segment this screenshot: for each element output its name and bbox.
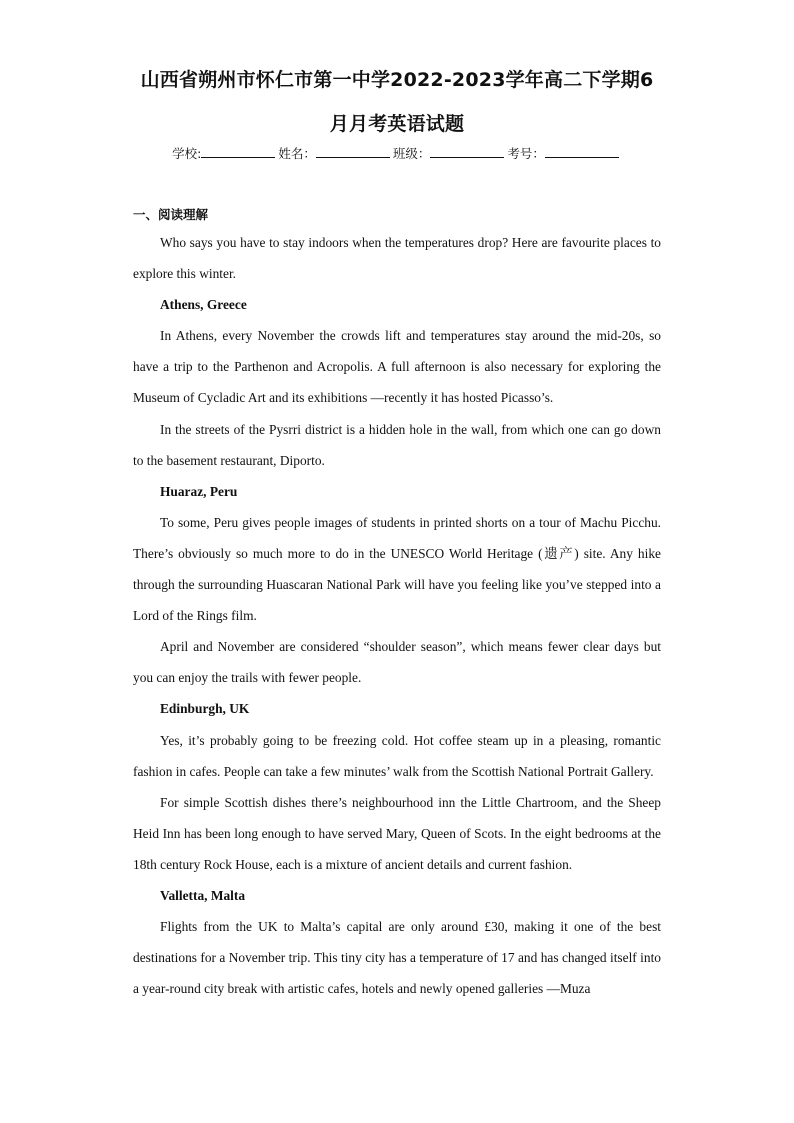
reading-passage bbox=[133, 227, 661, 1004]
exam-number-label: 考号： bbox=[507, 146, 545, 161]
place-heading: Edinburgh, UK bbox=[160, 701, 250, 717]
exam-number-blank[interactable] bbox=[545, 145, 619, 158]
place-heading: Valletta, Malta bbox=[160, 887, 246, 903]
class-blank[interactable] bbox=[430, 145, 504, 158]
student-info-row bbox=[0, 145, 794, 163]
school-label: 学校: bbox=[172, 146, 202, 161]
place-heading: Athens, Greece bbox=[160, 297, 247, 313]
passage-paragraph: April and November are considered “shoulder season”, which means fewer clear days but you can enjoy the trails with fewer people. bbox=[133, 639, 661, 686]
class-label: 班级： bbox=[392, 146, 431, 161]
passage-paragraph: To some, Peru gives people images of students in printed shorts on a tour of Machu Picchu. There’s obviously so much more to do in the UNESCO World Heritage (遗产) site. Any hike through the surrounding Huascaran National Park will have you feeling like you’ve stepped into a Lord of the Rings film. bbox=[133, 514, 661, 624]
passage-paragraph: Who says you have to stay indoors when the temperatures drop? Here are favourite places to explore this winter. bbox=[133, 235, 661, 282]
name-blank[interactable] bbox=[316, 145, 390, 158]
name-label: 姓名： bbox=[278, 146, 316, 161]
passage-paragraph: In Athens, every November the crowds lift and temperatures stay around the mid-20s, so have a trip to the Parthenon and Acropolis. A full afternoon is also necessary for exploring the Museum of Cycladic Art and its exhibitions —recently it has hosted Picasso’s. bbox=[133, 328, 661, 406]
school-blank[interactable] bbox=[201, 145, 275, 158]
section-title: 一、阅读理解 bbox=[133, 207, 209, 222]
passage-paragraph: In the streets of the Pysrri district is a hidden hole in the wall, from which one can go down to the basement restaurant, Diporto. bbox=[133, 421, 661, 468]
passage-paragraph: For simple Scottish dishes there’s neighbourhood inn the Little Chartroom, and the Sheep Heid Inn has been long enough to have served Mary, Queen of Scots. In the eight bedrooms at the 18th century Rock House, each is a mixture of ancient details and current fashion. bbox=[133, 794, 661, 872]
passage-paragraph: Yes, it’s probably going to be freezing cold. Hot coffee steam up in a pleasing, romantic fashion in cafes. People can take a few minutes’ walk from the Scottish National Portrait Gallery. bbox=[133, 732, 661, 779]
place-heading: Huaraz, Peru bbox=[160, 483, 238, 499]
page-title-line-2: 月月考英语试题 bbox=[329, 113, 465, 135]
page-title-line-1: 山西省朔州市怀仁市第一中学2022-2023学年高二下学期6 bbox=[140, 69, 654, 91]
passage-paragraph: Flights from the UK to Malta’s capital are only around £30, making it one of the best destinations for a November trip. This tiny city has a temperature of 17 and has changed itself into a year-round city break with artistic cafes, hotels and newly opened galleries —Muza bbox=[133, 919, 661, 997]
